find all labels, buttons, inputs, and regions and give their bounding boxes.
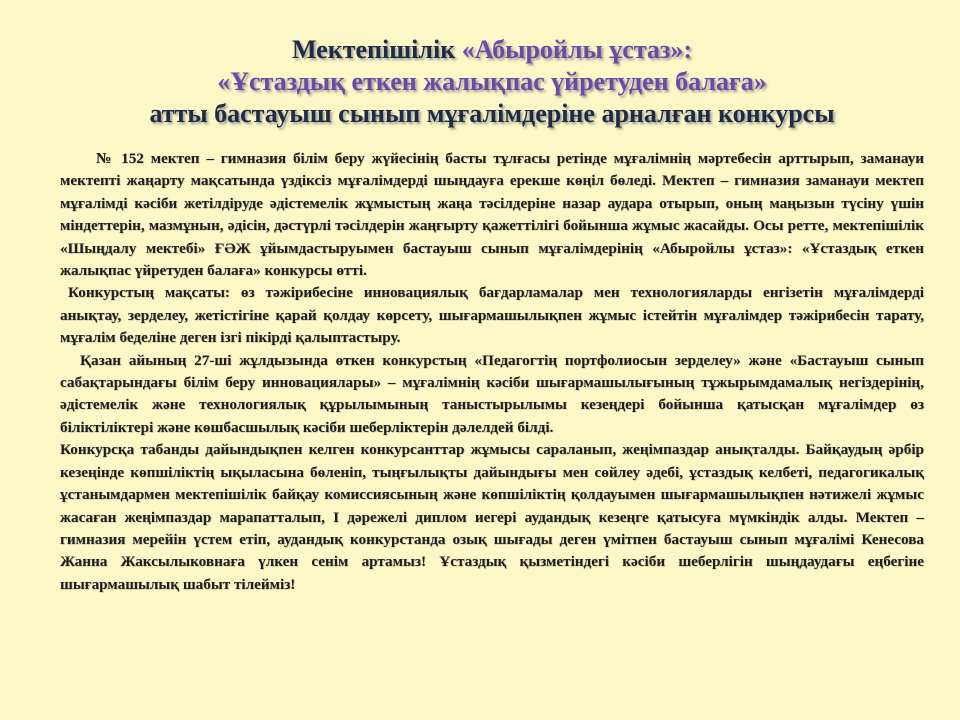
paragraph-goal (60, 282, 924, 349)
title-line-3: атты бастауыш сынып мұғалімдеріне арналған конкурсы (149, 99, 835, 128)
page-title (60, 34, 924, 130)
title-line-1-prefix: Мектепішілік (291, 35, 462, 64)
title-line-1-accent: «Абыройлы ұстаз»: (461, 35, 693, 64)
stages-text-4: бойынша қатысқан мұғалімдер өз біліктіліктері және көшбасшылық кәсіби шеберліктерін дәлелдей білді. (60, 396, 924, 436)
paragraph-intro: № 152 мектеп – гимназия білім беру жүйесінің басты тұлғасы ретінде мұғалімнің мәртебесін арттырып, заманауи мектепті жаңарту мақсатында үздіксіз мұғалімдерді шыңдауға ерекше көңіл бөледі. Мектеп – гимназия заманауи мектеп мұғалімді кәсіби жетілдіруде әдістемелік жұмыстың жаңа тәсілдеріне назар аудара отырып, оның маңызын түсіну үшін міндеттерін, мазмұнын, әдісін, дәстүрлі тәсілдерін жаңғырту қажеттілігі бойынша жұмыс жасайды. Осы ретте, мектепішілік «Шыңдалу мектебі» ҒӘЖ ұйымдастыруымен бастауыш сынып мұғалімдерінің «Абыройлы ұстаз»: «Ұстаздық еткен жалықпас үйретуден балаға» конкурсы өтті. (60, 150, 924, 280)
title-line-1 (60, 34, 924, 66)
paragraph-results: Конкурсқа табанды дайындықпен келген конкурсанттар жұмысы сараланып, жеңімпаздар анықталды. Байқаудың әрбір кезеңінде көпшіліктің ықыласына бөленіп, тыңғылықты дайындығы мен сөйлеу әдебі, ұстаздық келбеті, педагогикалық ұстанымдармен мектепішілік байқау комиссиясының және көпшіліктің қолдауымен шығармашылықпен нәтижелі жұмыс жасаған жеңімпаздар марапатталып, І дәрежелі диплом иегері аудандық кезеңге қатысуға мүмкіндік алды. Мектеп – гимназия мерейін үстем етіп, аудандық конкурстанда озық шығады деген үмітпен бастауыш сынып мұғалімі Кенесова Жанна Жаксылыковнаға үлкен сенім артамыз! Ұстаздық қызметіндегі кәсіби шеберлігін шыңдаудағы еңбегіне шығармашылық шабыт тілейміз! (60, 441, 924, 593)
stages-text-3: – мұғалімнің кәсіби шығармашылығының тұжырымдамалық негіздерінің, әдістемелік және технологиялық құрылымының таныстырылымы кезеңдері (60, 374, 924, 414)
goal-text: өз тәжірибесіне инновациялық бағдарламалар мен технологияларды енгізетін мұғалімдерді анықтау, зерделеу, жетістігіне қарай қолдау көрсету, шығармашылықпен жұмыс істейтін мұғалімдер тәжірибесін тарату, мұғалім беделіне деген ізгі пікірді қалыптастыру. (60, 284, 924, 347)
article-body (60, 148, 924, 596)
goal-label: Конкурстың мақсаты: (68, 284, 230, 302)
paragraph-stages (60, 350, 924, 440)
stages-text-2: «Бастауыш сынып сабақтарындағы білім беру инновациялары» (60, 351, 925, 392)
stages-text-1: Қазан айының 27-ші жұлдызында өткен конкурстың «Педагогтің портфолиосын зерделеу» және (80, 351, 790, 369)
title-line-2: «Ұстаздық еткен жалықпас үйретуден балаға» (217, 67, 767, 96)
